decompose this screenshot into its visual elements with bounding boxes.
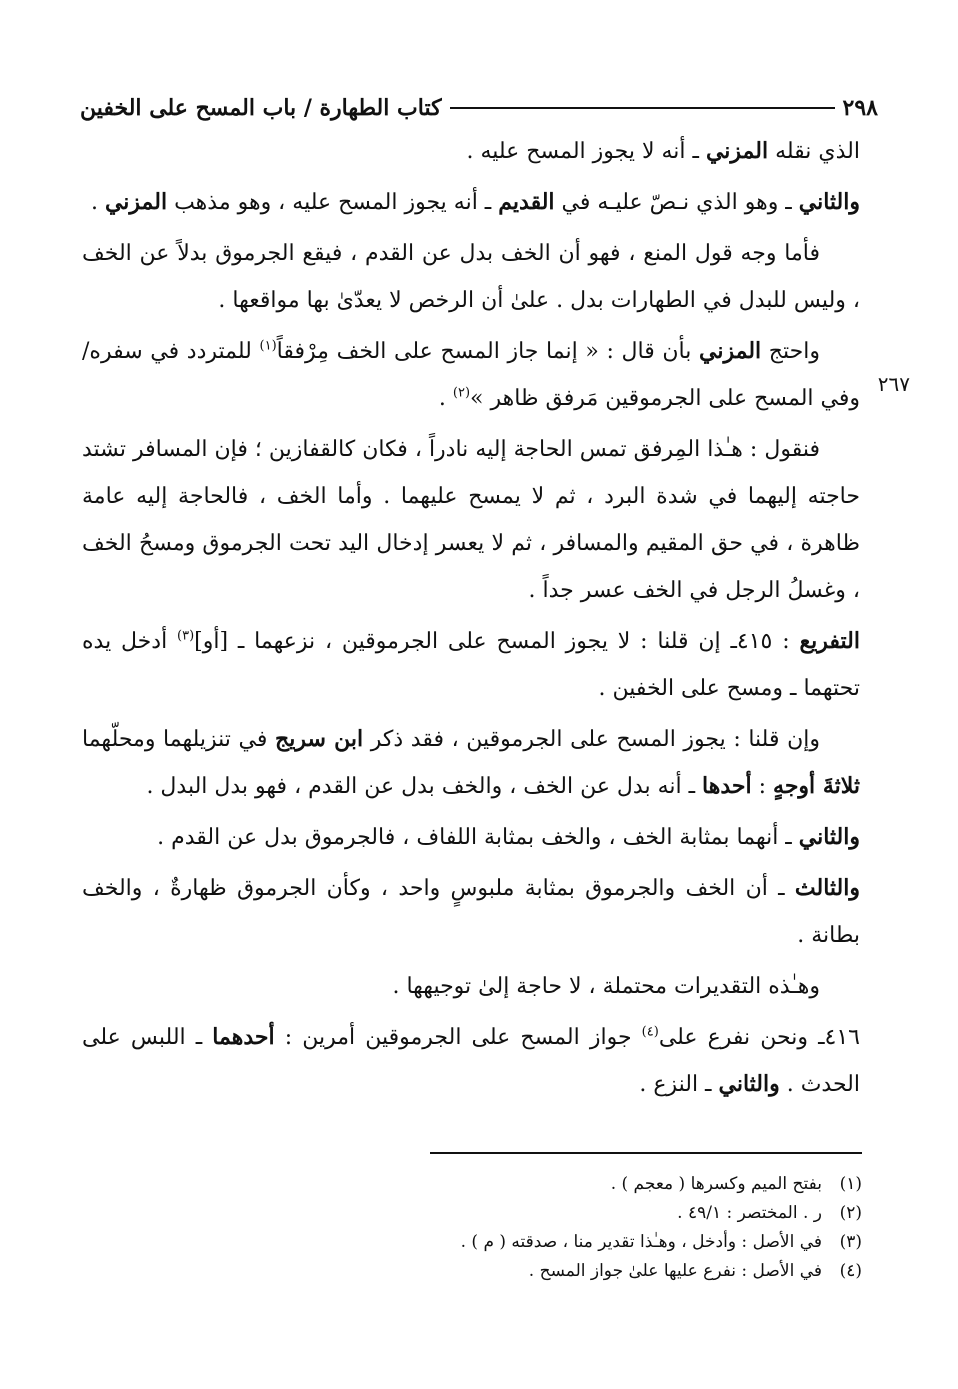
bold-term: ابن سريج: [275, 726, 364, 752]
text-run: فأما وجه قول المنع ، فهو أن الخف بدل عن القدم ، فيقع الجرموق بدلاً عن الخف ، وليس للبدل في الطهارات بدل . علىٰ أن الرخص لا يعدّىٰ بها مواقعها .: [82, 241, 860, 313]
bold-term: المزني: [699, 338, 762, 364]
footnote-marker: (٤): [641, 1024, 659, 1040]
paragraph: [82, 230, 860, 324]
footnote-number: (٤): [839, 1261, 862, 1281]
bold-term: والثاني: [798, 824, 860, 850]
text-run: واحتج: [761, 339, 820, 364]
paragraph: [82, 179, 860, 226]
footnote-number: (٣): [839, 1232, 862, 1252]
text-run: ـ أنه بدل عن الخف ، والخف بدل عن القدم ، فهو بدل البدل .: [146, 774, 703, 799]
bold-term: المزني: [104, 189, 168, 215]
paragraph: [82, 814, 860, 861]
text-run: وإن قلنا : يجوز المسح على الجرموقين ، فقد ذكر: [363, 727, 820, 752]
bold-term: ثلاثةَ أوجهٍ: [773, 773, 860, 799]
text-run: ـ أنهما بمثابة الخف ، والخف بمثابة اللفاف ، فالجرموق بدل عن القدم .: [157, 825, 799, 850]
bold-term: والثاني: [718, 1071, 780, 1097]
text-run: ٤١٦ـ ونحن نفرع على: [658, 1025, 860, 1050]
text-run: وهـٰذه التقديرات محتملة ، لا حاجة إلىٰ توجيهها .: [392, 974, 820, 999]
footnote: [400, 1228, 862, 1257]
text-run: جواز المسح على الجرموقين أمرين :: [274, 1025, 642, 1050]
footnotes: [400, 1170, 862, 1286]
paragraph: [82, 618, 860, 712]
footnote-marker: (٣): [177, 628, 195, 644]
footnote: [400, 1199, 862, 1228]
footnote-marker: (١): [259, 338, 277, 354]
text-run: .: [90, 190, 105, 215]
text-run: ـ أنه لا يجوز المسح عليه .: [466, 139, 706, 164]
text-run: في تنزيلهما ومحلّهما: [82, 727, 275, 752]
text-run: بأن قال : « إنما جاز المسح على الخف مِرْفقاً: [276, 339, 700, 364]
page-number: ٢٩٨: [842, 95, 878, 121]
text-run: ـ أنه يجوز المسح عليه ، وهو مذهب: [167, 190, 499, 215]
paragraph: [82, 865, 860, 959]
text-run: فنقول : هـٰذا المِرفق تمس الحاجة إليه نادراً ، فكان كالقفازين ؛ فإن المسافر تشتد حاجته إليهما في شدة البرد ، ثم لا يمسح عليهما . وأما الخف ، فالحاجة إليه عامة ظاهرة ، في حق المقيم والمسافر ، ثم لا يعسر إدخال اليد تحت الجرموق ومسحُ الخف ، وغسلُ الرجل في الخف عسر جداً .: [82, 437, 860, 603]
bold-term: القديم: [498, 189, 555, 215]
text-run: ـ أن الخف والجرموق بمثابة ملبوسٍ واحد ، وكأن الجرموق ظهارةٌ ، والخف بطانة .: [82, 876, 860, 948]
text-run: ـ اللبس على الحدث .: [82, 1025, 860, 1097]
paragraph: [82, 716, 860, 810]
footnote-text: ر . المختصر : ٤٩/١ .: [677, 1203, 822, 1223]
bold-term: أحدهما: [212, 1024, 275, 1050]
bold-term: أحدها: [702, 773, 752, 799]
text-run: الذي نقله: [768, 139, 860, 164]
footnote: [400, 1257, 862, 1286]
main-text: [82, 128, 860, 1112]
footnote-text: بفتح الميم وكسرها ( معجم ) .: [610, 1174, 822, 1194]
paragraph: [82, 963, 860, 1010]
footnote: [400, 1170, 862, 1199]
running-header: [80, 88, 878, 128]
footnote-text: في الأصل : وأدخل ، وهـٰذا تقدير منا ، صدقته ( م ) .: [460, 1232, 822, 1252]
paragraph: [82, 128, 860, 175]
footnote-text: في الأصل : نفرع عليها علىٰ جواز المسح .: [528, 1261, 822, 1281]
running-title: كتاب الطهارة / باب المسح على الخفين: [80, 95, 442, 121]
footnote-marker: (٢): [452, 385, 471, 401]
bold-term: والثالث: [794, 875, 860, 901]
paragraph: [82, 1014, 860, 1108]
margin-page-reference: ٢٦٧: [877, 372, 910, 396]
text-run: .: [438, 386, 453, 411]
text-run: أدخل يده تحتهما ـ ومسح على الخفين .: [82, 629, 860, 701]
header-rule: [450, 107, 835, 109]
text-run: :: [751, 774, 774, 799]
paragraph: [82, 426, 860, 614]
text-run: للمتردد في سفره/ وفي المسح على الجرموقين مَرفق ظاهر »: [82, 339, 860, 411]
bold-term: المزني: [705, 138, 769, 164]
bold-term: والثاني: [798, 189, 860, 215]
paragraph: [82, 328, 860, 422]
bold-term: التفريع: [799, 628, 860, 654]
footnote-divider: [430, 1152, 862, 1154]
text-run: : ٤١٥ـ إن قلنا : لا يجوز المسح على الجرموقين ، نزعهما ـ [أو]: [194, 629, 800, 654]
footnote-number: (٢): [839, 1203, 862, 1223]
footnote-number: (١): [839, 1174, 862, 1194]
text-run: ـ وهو الذي نـصّ عليـه في: [554, 190, 799, 215]
text-run: ـ النزع .: [639, 1072, 719, 1097]
